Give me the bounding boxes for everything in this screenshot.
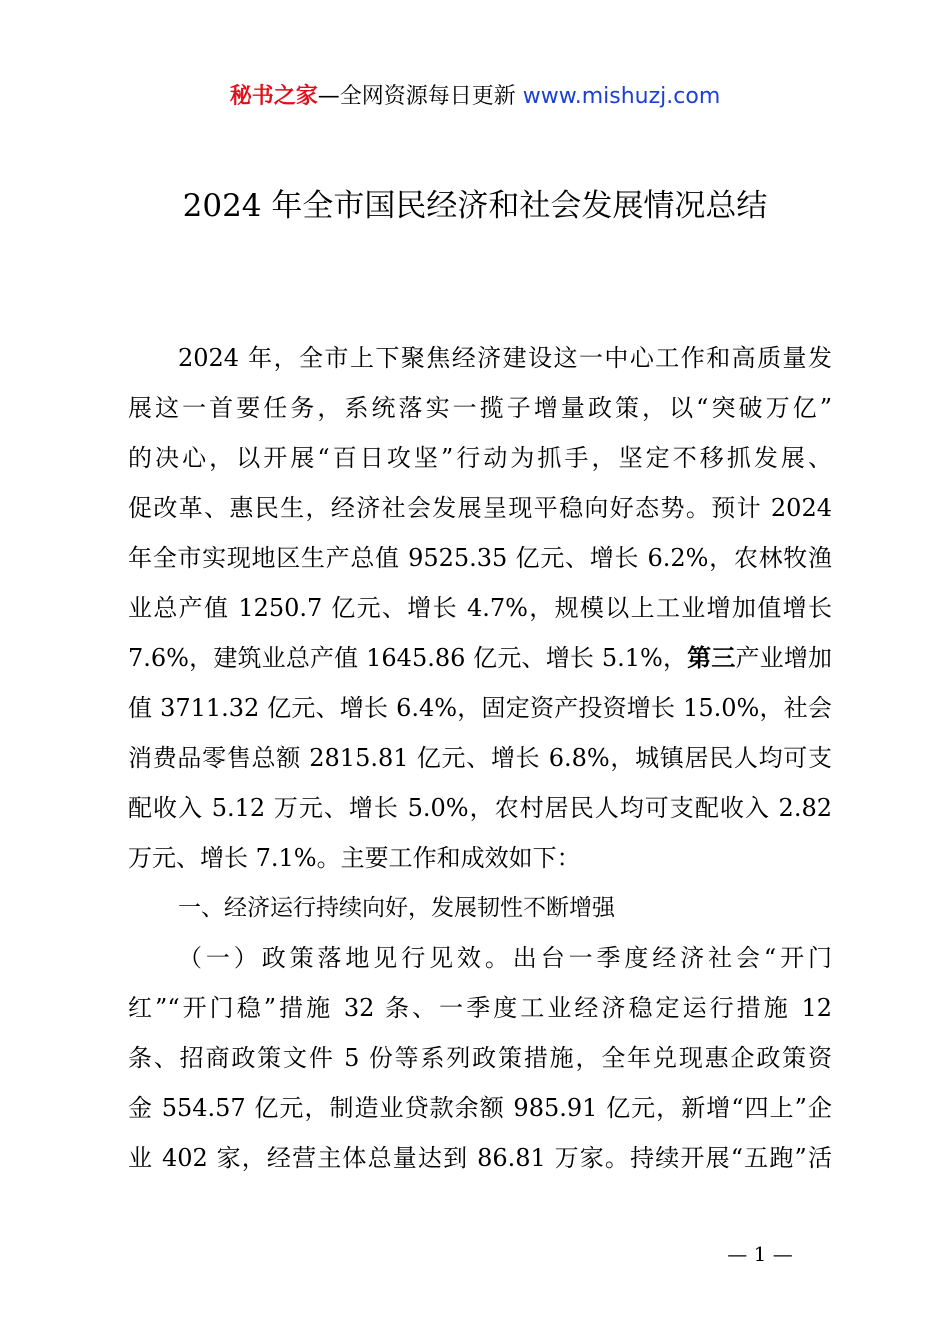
paragraph-line: 业总产值 1250.7 亿元、增长 4.7%，规模以上工业增加值增长 [128,594,832,622]
page-number: — 1 — [727,1242,793,1266]
document-body [128,333,832,1183]
paragraph-text: 7.6%，建筑业总产值 1645.86 亿元、增长 5.1%， [128,644,688,672]
paragraph-line: 促改革、惠民生，经济社会发展呈现平稳向好态势。预计 2024 [128,494,832,522]
brand-name: 秘书之家 [229,84,318,109]
section-heading: 一、经济运行持续向好，发展韧性不断增强 [178,895,615,921]
paragraph-line [128,633,832,683]
paragraph-text: 产业增加 [735,644,833,672]
paragraph-line: 展这一首要任务，系统落实一揽子增量政策，以“突破万亿” [128,394,832,422]
site-header [0,82,950,112]
paragraph-line: 万元、增长 7.1%。主要工作和成效如下： [128,844,581,872]
paragraph-line: （一）政策落地见行见效。出台一季度经济社会“开门 [178,944,832,972]
paragraph-line: 业 402 家，经营主体总量达到 86.81 万家。持续开展“五跑”活 [128,1144,832,1172]
site-url-link[interactable]: www.mishuzj.com [522,84,721,109]
paragraph-line: 年全市实现地区生产总值 9525.35 亿元、增长 6.2%，农林牧渔 [128,544,832,572]
paragraph-line: 消费品零售总额 2815.81 亿元、增长 6.8%，城镇居民人均可支 [128,744,832,772]
paragraph-line: 条、招商政策文件 5 份等系列政策措施，全年兑现惠企政策资 [128,1044,832,1072]
paragraph-line: 值 3711.32 亿元、增长 6.4%，固定资产投资增长 15.0%，社会 [128,694,832,722]
paragraph-line: 配收入 5.12 万元、增长 5.0%，农村居民人均可支配收入 2.82 [128,794,832,822]
bold-text: 第三 [687,643,736,672]
paragraph-line: 的决心，以开展“百日攻坚”行动为抓手，坚定不移抓发展、 [128,444,832,472]
paragraph-line: 红”“开门稳”措施 32 条、一季度工业经济稳定运行措施 12 [128,994,832,1022]
header-tagline: —全网资源每日更新 [317,84,523,109]
document-title: 2024 年全市国民经济和社会发展情况总结 [182,188,768,224]
paragraph-line: 2024 年，全市上下聚焦经济建设这一中心工作和高质量发 [178,344,832,372]
paragraph-line: 金 554.57 亿元，制造业贷款余额 985.91 亿元，新增“四上”企 [128,1094,832,1122]
